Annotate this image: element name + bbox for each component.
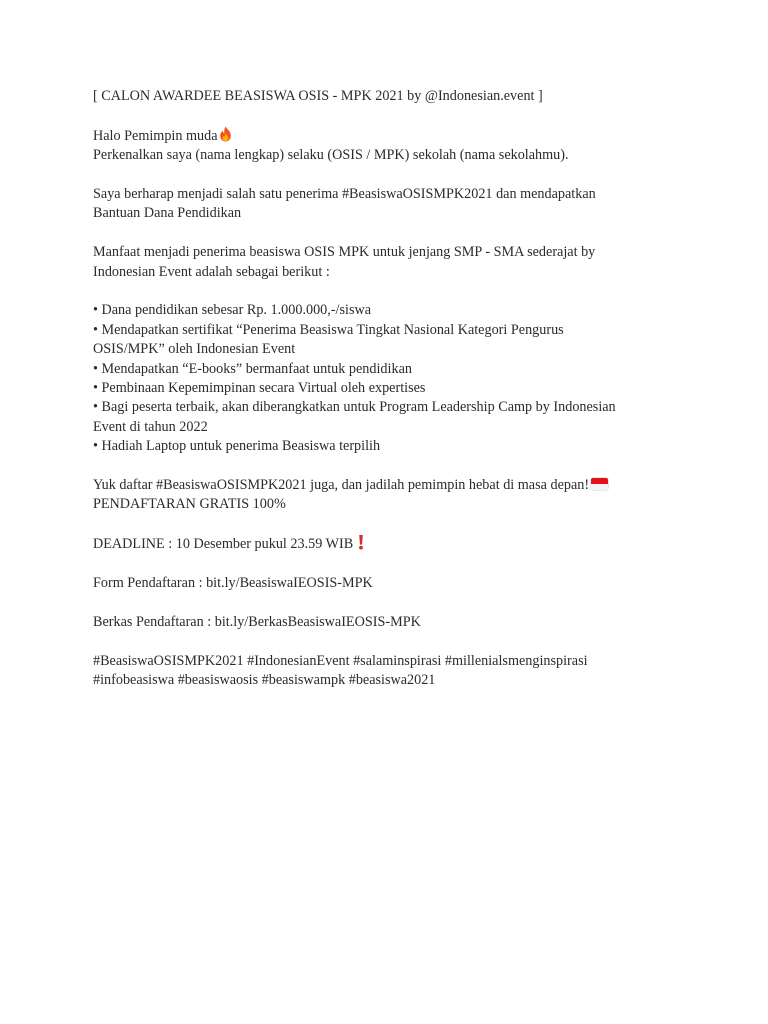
deadline-paragraph [93,534,678,554]
post-title [93,87,678,106]
deadline-line [93,534,678,554]
cta-text: Yuk daftar #BeasiswaOSISMPK2021 juga, dan jadilah pemimpin hebat di masa depan! [93,477,590,494]
title-text: [ CALON AWARDEE BEASISWA OSIS - MPK 2021 by @Indonesian.event ] [93,88,543,104]
list-item: • Hadiah Laptop untuk penerima Beasiswa terpilih [93,438,381,455]
fire-icon [219,126,232,142]
files-paragraph [93,613,678,632]
benefit-intro-line-2: Indonesian Event adalah sebagai berikut : [93,263,330,280]
files-link-text[interactable]: Berkas Pendaftaran : bit.ly/BerkasBeasiswaIEOSIS-MPK [93,613,421,630]
benefit-intro-paragraph [93,243,678,282]
greeting-text: Halo Pemimpin muda [93,127,218,144]
hashtags-paragraph [93,652,678,691]
list-item: OSIS/MPK” oleh Indonesian Event [93,341,296,358]
benefit-list [93,301,678,456]
free-registration-text: PENDAFTARAN GRATIS 100% [93,496,286,513]
hashtags-line-2: #infobeasiswa #beasiswaosis #beasiswampk #beasiswa2021 [93,672,436,689]
deadline-text: DEADLINE : 10 Desember pukul 23.59 WIB [93,536,354,553]
hashtags-line-1: #BeasiswaOSISMPK2021 #IndonesianEvent #salaminspirasi #millenialsmenginspirasi [93,652,588,669]
hope-line-1: Saya berharap menjadi salah satu penerima #BeasiswaOSISMPK2021 dan mendapatkan [93,186,596,202]
list-item: • Pembinaan Kepemimpinan secara Virtual oleh expertises [93,380,426,397]
cta-line [93,476,678,495]
benefit-intro-line-1: Manfaat menjadi penerima beasiswa OSIS MPK untuk jenjang SMP - SMA sederajat by [93,244,596,261]
form-link-text[interactable]: Form Pendaftaran : bit.ly/BeasiswaIEOSIS-MPK [93,575,373,592]
greeting-line [93,126,678,146]
form-paragraph [93,574,678,593]
intro-text: Perkenalkan saya (nama lengkap) selaku (OSIS / MPK) sekolah (nama sekolahmu). [93,147,569,164]
list-item: • Dana pendidikan sebesar Rp. 1.000.000,-/siswa [93,302,372,319]
cta-paragraph [93,476,678,515]
hope-paragraph [93,185,678,224]
list-item: Event di tahun 2022 [93,418,208,435]
list-item: • Mendapatkan “E-books” bermanfaat untuk pendidikan [93,360,412,377]
greeting-paragraph [93,126,678,166]
hope-line-2: Bantuan Dana Pendidikan [93,205,242,222]
list-item: • Mendapatkan sertifikat “Penerima Beasiswa Tingkat Nasional Kategori Pengurus [93,321,564,338]
indonesia-flag-icon [591,478,608,490]
red-exclamation-icon [357,534,365,550]
list-item: • Bagi peserta terbaik, akan diberangkatkan untuk Program Leadership Camp by Indonesian [93,399,616,416]
